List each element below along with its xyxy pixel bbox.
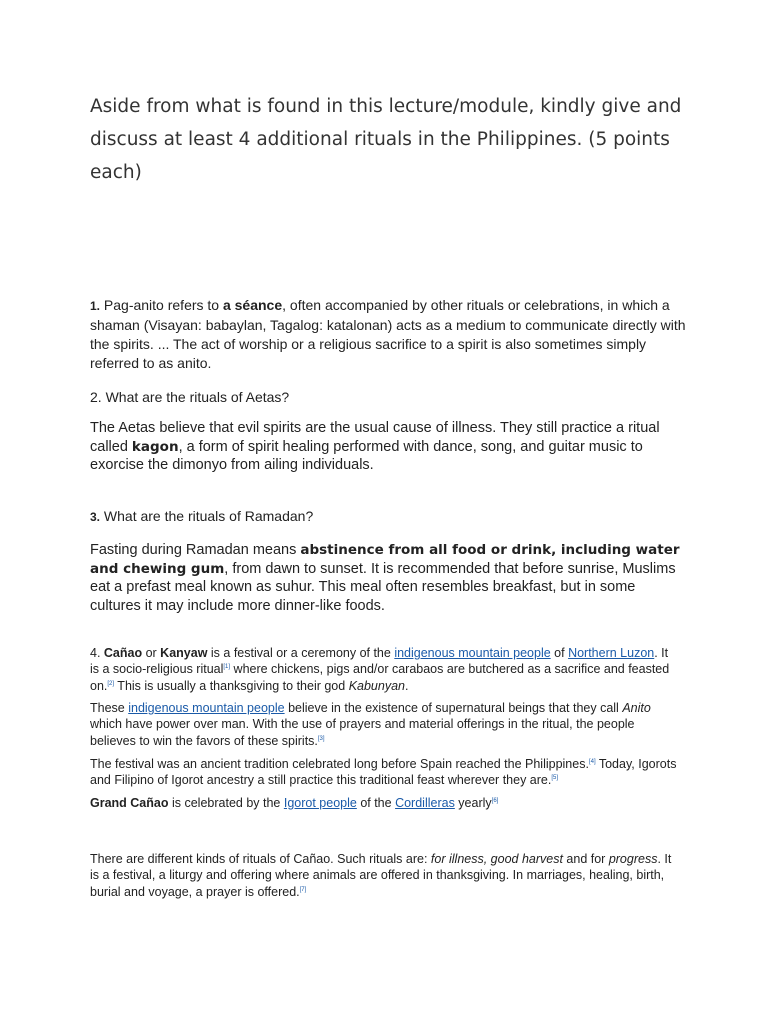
- text: or: [142, 646, 161, 660]
- item-4-paragraph-4: [90, 795, 680, 811]
- text: .: [405, 678, 409, 693]
- italic-term-kinds: for illness, good harvest: [430, 852, 563, 866]
- item-1-number: 1.: [90, 299, 101, 313]
- bold-term-grand-canao: Grand Cañao: [90, 796, 169, 810]
- item-2-question: 2. What are the rituals of Aetas?: [90, 389, 290, 405]
- text: Fasting during Ramadan means: [90, 542, 301, 558]
- item-4-paragraph-3: [90, 756, 680, 789]
- bold-term-seance: a séance: [222, 297, 283, 313]
- item-1-paragraph: [90, 296, 690, 373]
- citation-link[interactable]: [2]: [107, 680, 115, 687]
- text: which have power over man. With the use of prayers and material offerings in the ritual, the people believes to win the favors of these spirits.: [90, 717, 635, 748]
- text: These: [90, 701, 129, 715]
- text: of: [550, 646, 569, 660]
- citation-link[interactable]: [3]: [317, 735, 325, 742]
- italic-term-progress: progress: [608, 852, 658, 866]
- text: yearly: [454, 796, 492, 810]
- item-4-paragraph-5: [90, 851, 680, 900]
- text: is a festival or a ceremony of the: [207, 646, 395, 660]
- link-igorot-people[interactable]: Igorot people: [283, 796, 357, 810]
- item-2-answer: [90, 419, 690, 475]
- text: What are the rituals of Ramadan?: [100, 508, 314, 524]
- text: The Aetas believe that evil spirits are the usual cause of illness. They still practice a ritual called: [90, 420, 660, 455]
- link-indigenous-mountain-people[interactable]: indigenous mountain people: [128, 701, 285, 715]
- text: The festival was an ancient tradition celebrated long before Spain reached the Philippines.: [90, 757, 589, 771]
- bold-term-abstinence: abstinence from all food or drink, including water and chewing gum: [90, 542, 680, 577]
- text: Today, Igorots and Filipino of Igorot ancestry a still practice this traditional feast wherever they are.: [90, 757, 677, 788]
- italic-term-anito: Anito: [622, 701, 651, 715]
- text: Pag-anito refers to: [100, 297, 223, 313]
- item-3-answer: [90, 541, 690, 615]
- assignment-heading: Aside from what is found in this lecture/module, kindly give and discuss at least 4 additional rituals in the Philippines. (5 points each): [90, 96, 682, 183]
- text: There are different kinds of rituals of Cañao. Such rituals are:: [90, 852, 431, 866]
- text: This is usually a thanksgiving to their god: [114, 678, 349, 693]
- citation-link[interactable]: [7]: [299, 886, 307, 893]
- item-4-paragraph-1: [90, 645, 680, 694]
- text: where chickens, pigs and/or carabaos are butchered as a sacrifice and feasted on.: [90, 662, 670, 693]
- link-cordilleras[interactable]: Cordilleras: [395, 796, 455, 810]
- bold-term-kanyaw: Kanyaw: [160, 646, 208, 660]
- text: and for: [562, 852, 609, 866]
- citation-link[interactable]: [5]: [551, 775, 559, 782]
- citation-link[interactable]: [6]: [491, 797, 499, 804]
- item-3-question: [90, 507, 313, 526]
- link-indigenous-mountain-people[interactable]: indigenous mountain people: [394, 646, 551, 660]
- text: . It is a socio-religious ritual: [90, 646, 669, 677]
- bold-term-canao: Cañao: [103, 646, 143, 660]
- citation-link[interactable]: [1]: [223, 664, 231, 671]
- text: . It is a festival, a liturgy and offering where animals are offered in thanksgiving. In marriages, healing, birth, burial and voyage, a prayer is offered.: [90, 852, 672, 899]
- text: , often accompanied by other rituals or celebrations, in which a shaman (Visayan: babaylan, Tagalog: katalonan) acts as a medium to communicate directly with the spirits. ... The act of worship or a religious sacrifice to a spirit is also sometimes simply referred to as anito.: [90, 297, 686, 371]
- italic-term-kabunyan: Kabunyan: [348, 678, 405, 693]
- text: of the: [356, 796, 396, 810]
- bold-term-kagon: kagon: [131, 438, 179, 455]
- item-4-number: 4.: [90, 646, 104, 660]
- item-3-number: 3.: [90, 510, 101, 524]
- citation-link[interactable]: [4]: [588, 758, 596, 765]
- text: is celebrated by the: [168, 796, 284, 810]
- text: , from dawn to sunset. It is recommended that before sunrise, Muslims eat a prefast meal known as suhur. This meal often resembles breakfast, but in some cultures it may include more dinner-like foods.: [90, 560, 676, 614]
- text: believe in the existence of supernatural beings that they call: [284, 701, 623, 715]
- link-northern-luzon[interactable]: Northern Luzon: [568, 646, 655, 660]
- item-4-paragraph-2: [90, 700, 680, 749]
- text: , a form of spirit healing performed with dance, song, and guitar music to exorcise the dimonyo from ailing individuals.: [90, 438, 643, 473]
